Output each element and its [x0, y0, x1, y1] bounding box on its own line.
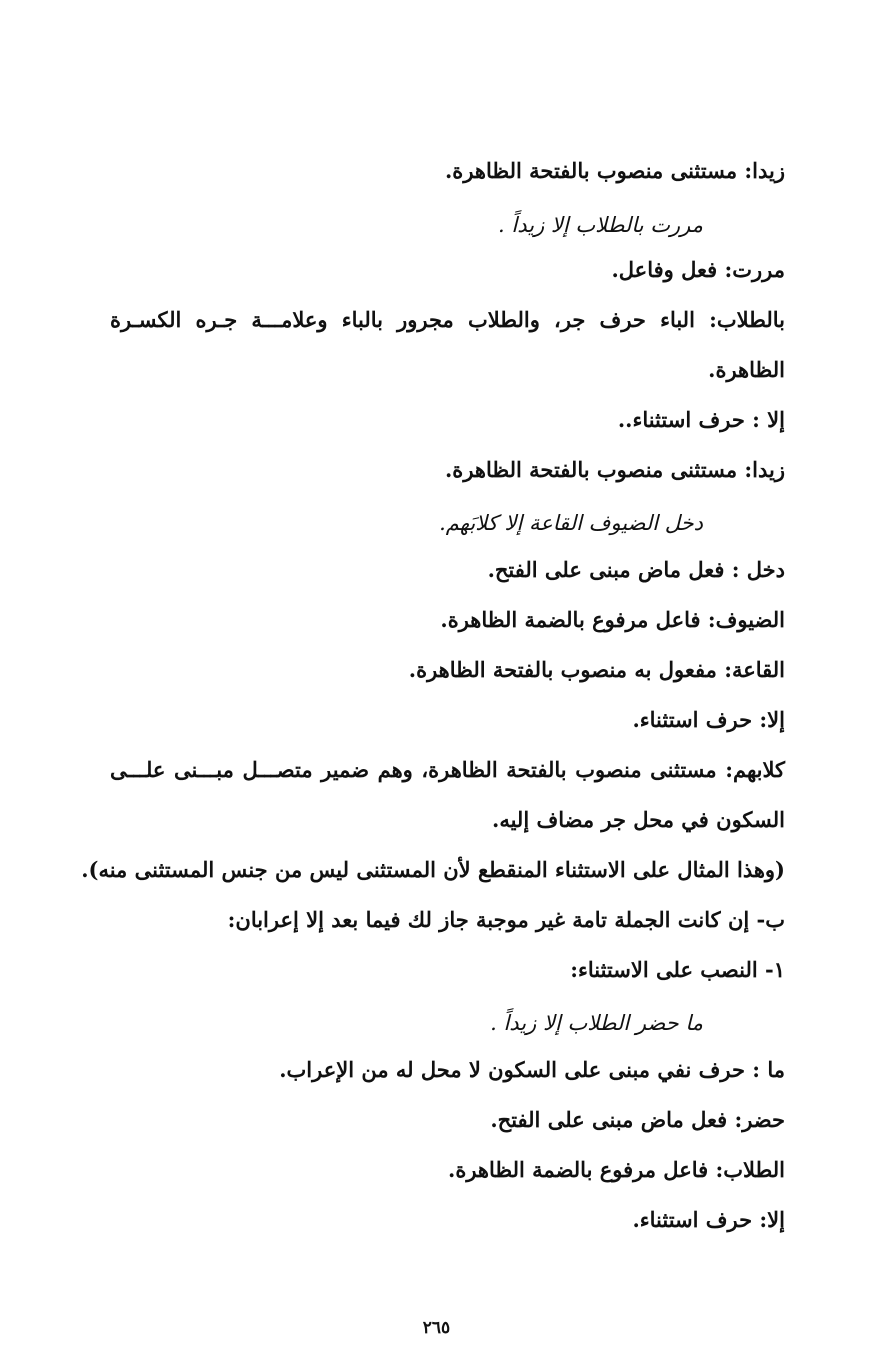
page-number: ٢٦٥: [422, 1318, 451, 1338]
text-line: إلا : حرف استثناء..: [617, 407, 785, 432]
example-sentence: مررت بالطلاب إلا زيداً .: [498, 213, 703, 237]
text-line: السكون في محل جر مضاف إليه.: [492, 807, 785, 832]
text-line: حضر: فعل ماض مبنى على الفتح.: [490, 1107, 785, 1132]
text-line: كلابهم: مستثنى منصوب بالفتحة الظاهرة، وهم ضمير متصـــل مبـــنى علـــى: [110, 757, 785, 782]
text-line: إلا: حرف استثناء.: [632, 707, 785, 732]
text-line: الضيوف: فاعل مرفوع بالضمة الظاهرة.: [440, 607, 785, 632]
text-line: الظاهرة.: [708, 357, 785, 382]
text-line: مررت: فعل وفاعل.: [611, 257, 785, 282]
text-line: القاعة: مفعول به منصوب بالفتحة الظاهرة.: [408, 657, 785, 682]
text-line: دخل : فعل ماض مبنى على الفتح.: [487, 557, 785, 582]
text-line: (وهذا المثال على الاستثناء المنقطع لأن المستثنى ليس من جنس المستثنى منه).: [81, 857, 785, 882]
text-line: ب- إن كانت الجملة تامة غير موجبة جاز لك فيما بعد إلا إعرابان:: [227, 907, 785, 932]
text-line: زيدا: مستثنى منصوب بالفتحة الظاهرة.: [445, 158, 785, 183]
text-line: إلا: حرف استثناء.: [632, 1207, 785, 1232]
example-sentence: ما حضر الطلاب إلا زيداً .: [490, 1011, 703, 1035]
text-line: ١- النصب على الاستثناء:: [570, 957, 785, 982]
text-line: زيدا: مستثنى منصوب بالفتحة الظاهرة.: [445, 457, 785, 482]
text-line: بالطلاب: الباء حرف جر، والطلاب مجرور بالباء وعلامـــة جـره الكسـرة: [110, 307, 785, 332]
example-sentence: دخل الضيوف القاعة إلا كلابَهم.: [439, 511, 703, 535]
text-line: ما : حرف نفي مبنى على السكون لا محل له من الإعراب.: [279, 1057, 785, 1082]
text-line: الطلاب: فاعل مرفوع بالضمة الظاهرة.: [448, 1157, 785, 1182]
